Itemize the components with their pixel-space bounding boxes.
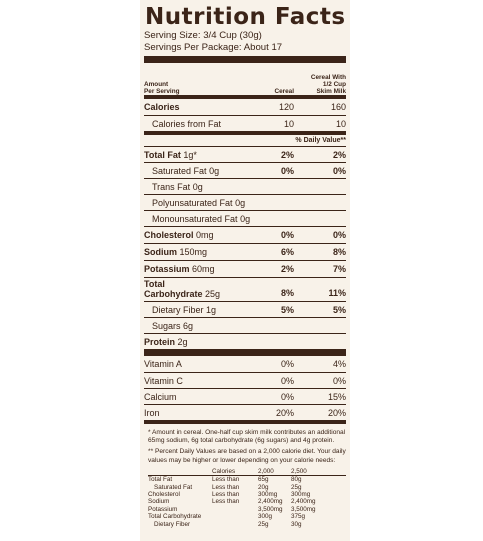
- dv-row-sodium: Sodium Less than 2,400mg 2,400mg: [148, 498, 316, 506]
- column-header: [144, 65, 346, 95]
- thick-divider: [144, 56, 346, 63]
- saturated-fat-row: Saturated Fat 0g 0% 0%: [144, 162, 346, 178]
- dv-row-total-carbohydrate: Total Carbohydrate 300g 375g: [148, 513, 306, 521]
- footnotes: [144, 429, 346, 528]
- milk-column-label-2: 1/2 Cup: [322, 81, 346, 88]
- footnote-amount: * Amount in cereal. One-half cup skim milk contributes an additional 65mg sodium, 6g total carbohydrate (6g sugars) and 4g protein.: [148, 429, 346, 445]
- dv-row-dietary-fiber: Dietary Fiber 25g 30g: [154, 520, 302, 528]
- calories-row: Calories 120 160: [144, 102, 346, 112]
- daily-value-header: % Daily Value**: [295, 137, 346, 144]
- nutrition-facts-title: Nutrition Facts: [145, 4, 346, 30]
- amount-label: Amount: [144, 81, 169, 88]
- cereal-column-label: Cereal: [274, 88, 294, 95]
- total-carbohydrate-row: Total Carbohydrate 25g 8% 11%: [144, 279, 346, 299]
- sugars-row: Sugars 6g: [144, 317, 346, 333]
- trans-fat-row: Trans Fat 0g: [144, 178, 346, 194]
- milk-column-label-1: Cereal With: [310, 74, 346, 81]
- iron-row: Iron 20% 20%: [144, 404, 346, 420]
- dietary-fiber-row: Dietary Fiber 1g 5% 5%: [144, 301, 346, 317]
- calories-from-fat-row: Calories from Fat 10 10: [144, 115, 346, 131]
- footnote-daily-value: ** Percent Daily Values are based on a 2,000 calorie diet. Your daily values may be higher or lower depending on your calorie needs:: [148, 448, 346, 464]
- vitamin-a-row: Vitamin A 0% 4%: [144, 359, 346, 369]
- dv-row-saturated-fat: Saturated Fat Less than 20g 25g: [154, 483, 302, 491]
- sodium-row: Sodium 150mg 6% 8%: [144, 243, 346, 260]
- dv-table-head: Calories 2,000 2,500: [148, 468, 346, 476]
- serving-size: Serving Size: 3/4 Cup (30g): [144, 30, 262, 41]
- calcium-row: Calcium 0% 15%: [144, 388, 346, 404]
- polyunsaturated-fat-row: Polyunsaturated Fat 0g: [144, 194, 346, 210]
- cholesterol-row: Cholesterol 0mg 0% 0%: [144, 226, 346, 243]
- total-fat-row: Total Fat 1g* 2% 2%: [144, 146, 346, 162]
- milk-column-label-3: Skim Milk: [316, 88, 346, 95]
- monounsaturated-fat-row: Monounsaturated Fat 0g: [144, 210, 346, 226]
- dv-row-potassium: Potassium 3,500mg 3,500mg: [148, 505, 316, 513]
- servings-per-package: Servings Per Package: About 17: [144, 42, 283, 53]
- protein-row: Protein 2g: [144, 333, 346, 349]
- potassium-row: Potassium 60mg 2% 7%: [144, 260, 346, 277]
- dv-row-total-fat: Total Fat Less than 65g 80g: [148, 476, 302, 484]
- per-serving-label: Per Serving: [144, 88, 180, 95]
- dv-row-cholesterol: Cholesterol Less than 300mg 300mg: [148, 491, 311, 499]
- vitamin-c-row: Vitamin C 0% 0%: [144, 372, 346, 388]
- daily-value-table: [148, 468, 346, 528]
- nutrition-facts-panel: [140, 0, 350, 541]
